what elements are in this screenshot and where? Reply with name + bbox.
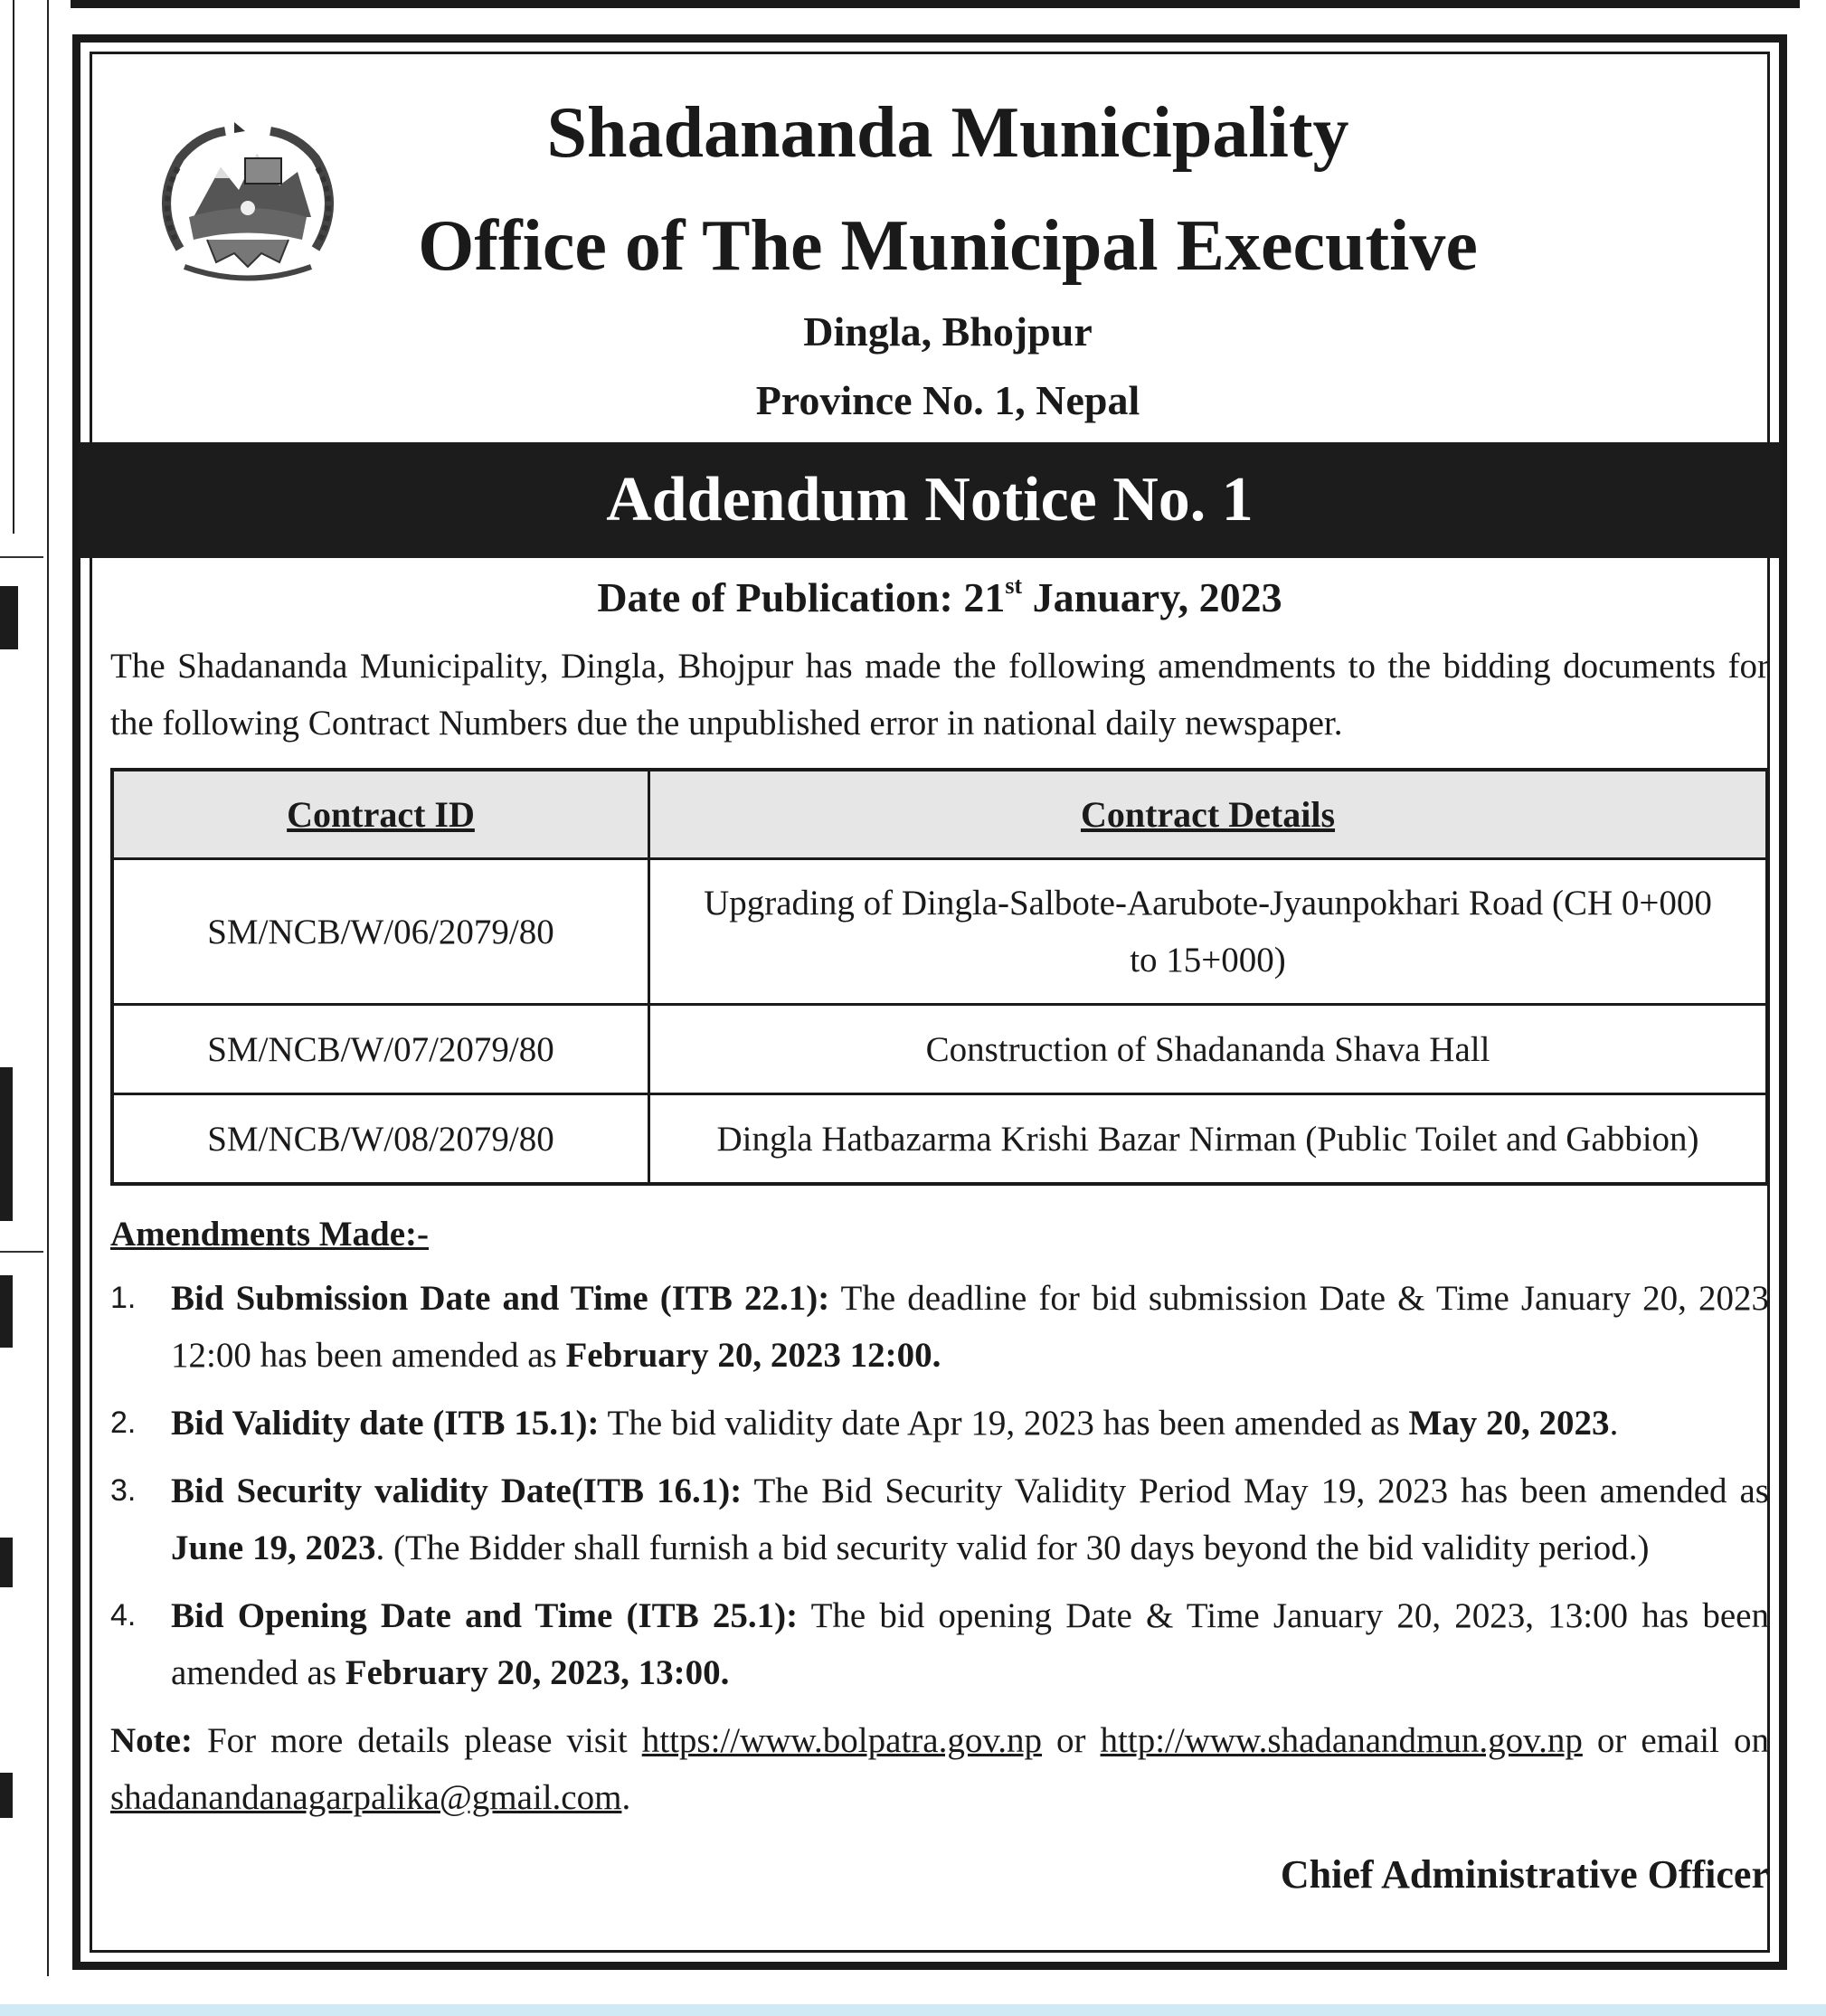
amendment-after: .: [1609, 1404, 1619, 1443]
list-number: 4.: [110, 1598, 137, 1633]
top-rule: [71, 0, 1800, 8]
amendment-after: . (The Bidder shall furnish a bid security valid for 30 days beyond the bid validity period.): [375, 1529, 1650, 1567]
bolpatra-link[interactable]: https://www.bolpatra.gov.np: [641, 1721, 1043, 1760]
page-bottom-band: [0, 2004, 1826, 2016]
contracts-table: [110, 768, 1769, 1186]
note-paragraph: [110, 1712, 1769, 1826]
ordinal-suffix: st: [1005, 573, 1023, 599]
adjacent-ad-block: [0, 586, 18, 649]
amendment-text: The Bid Security Validity Period May 19, 2023 has been amended as: [742, 1472, 1769, 1510]
amendment-label: Bid Validity date (ITB 15.1):: [171, 1404, 600, 1443]
municipality-name: Shadananda Municipality: [546, 93, 1349, 173]
table-row: [112, 1005, 1767, 1094]
adjacent-column-strip: [0, 0, 63, 2016]
office-location: Dingla, Bhojpur: [803, 308, 1093, 355]
column-rule: [13, 0, 14, 534]
email-link[interactable]: shadanandanagarpalika@gmail.com: [110, 1778, 622, 1817]
column-rule: [47, 0, 49, 1976]
publication-date-rest: January, 2023: [1022, 574, 1282, 620]
adjacent-ad-block: [0, 1773, 13, 1818]
amendment-text: The deadline for bid submission Date & Time January 20, 2023 12:00 has been amended as: [171, 1279, 1769, 1375]
adjacent-ad-block: [0, 1275, 13, 1348]
amendment-item: [110, 1270, 1769, 1384]
amendment-label: Bid Submission Date and Time (ITB 22.1):: [171, 1279, 830, 1318]
amendment-text: The bid opening Date & Time January 20, 2023, 13:00 has been amended as: [171, 1596, 1769, 1692]
amendment-label: Bid Opening Date and Time (ITB 25.1):: [171, 1596, 799, 1635]
amendment-label: Bid Security validity Date(ITB 16.1):: [171, 1472, 743, 1510]
municipality-website-link[interactable]: http://www.shadanandmun.gov.np: [1100, 1721, 1583, 1760]
table-row: [112, 859, 1767, 1005]
notice-frame: [72, 34, 1787, 1970]
office-name: Office of The Municipal Executive: [418, 206, 1478, 286]
amendment-text: The bid validity date Apr 19, 2023 has been amended as: [599, 1404, 1409, 1443]
amendment-item: [110, 1462, 1769, 1576]
amendment-item: [110, 1395, 1769, 1452]
column-divider: [0, 1251, 43, 1253]
table-row: [112, 1094, 1767, 1185]
amended-value: June 19, 2023: [171, 1529, 376, 1567]
table-header-row: [112, 770, 1767, 859]
contract-details-cell: Dingla Hatbazarma Krishi Bazar Nirman (Public Toilet and Gabbion): [649, 1094, 1768, 1185]
intro-paragraph: The Shadananda Municipality, Dingla, Bhojpur has made the following amendments to the bidding documents for the following Contract Numbers due the unpublished error in national daily newspaper.: [110, 647, 1769, 743]
contract-details-cell: Construction of Shadananda Shava Hall: [649, 1005, 1768, 1094]
notice-body: [110, 569, 1769, 1903]
list-number: 1.: [110, 1281, 137, 1315]
notice-title-banner: Addendum Notice No. 1: [79, 442, 1781, 558]
contract-id-cell: SM/NCB/W/06/2079/80: [112, 859, 649, 1005]
note-text: For more details please visit: [192, 1721, 642, 1760]
note-label: Note:: [110, 1721, 193, 1760]
list-number: 3.: [110, 1473, 137, 1508]
contract-id-cell: SM/NCB/W/07/2079/80: [112, 1005, 649, 1094]
note-text: or: [1042, 1721, 1101, 1760]
publication-date-label: Date of Publication: 21: [597, 574, 1006, 620]
column-header-contract-id: Contract ID: [112, 770, 649, 859]
note-text: .: [621, 1778, 631, 1817]
amended-value: February 20, 2023 12:00.: [565, 1336, 941, 1375]
amendments-heading: Amendments Made:-: [110, 1215, 430, 1254]
publication-date: [110, 569, 1769, 627]
contract-details-cell: Upgrading of Dingla-Salbote-Aarubote-Jyaunpokhari Road (CH 0+000 to 15+000): [649, 859, 1768, 1005]
note-text: or email on: [1582, 1721, 1769, 1760]
amended-value: February 20, 2023, 13:00.: [345, 1653, 730, 1692]
signatory-title: Chief Administrative Officer: [1280, 1852, 1769, 1897]
office-province: Province No. 1, Nepal: [755, 377, 1140, 423]
list-number: 2.: [110, 1406, 137, 1440]
contract-id-cell: SM/NCB/W/08/2079/80: [112, 1094, 649, 1185]
amendment-item: [110, 1587, 1769, 1701]
amended-value: May 20, 2023: [1408, 1404, 1610, 1443]
amendments-list: [110, 1270, 1769, 1701]
column-header-contract-details: Contract Details: [649, 770, 1768, 859]
adjacent-ad-block: [0, 1067, 13, 1221]
adjacent-ad-block: [0, 1538, 13, 1587]
column-divider: [0, 556, 43, 558]
